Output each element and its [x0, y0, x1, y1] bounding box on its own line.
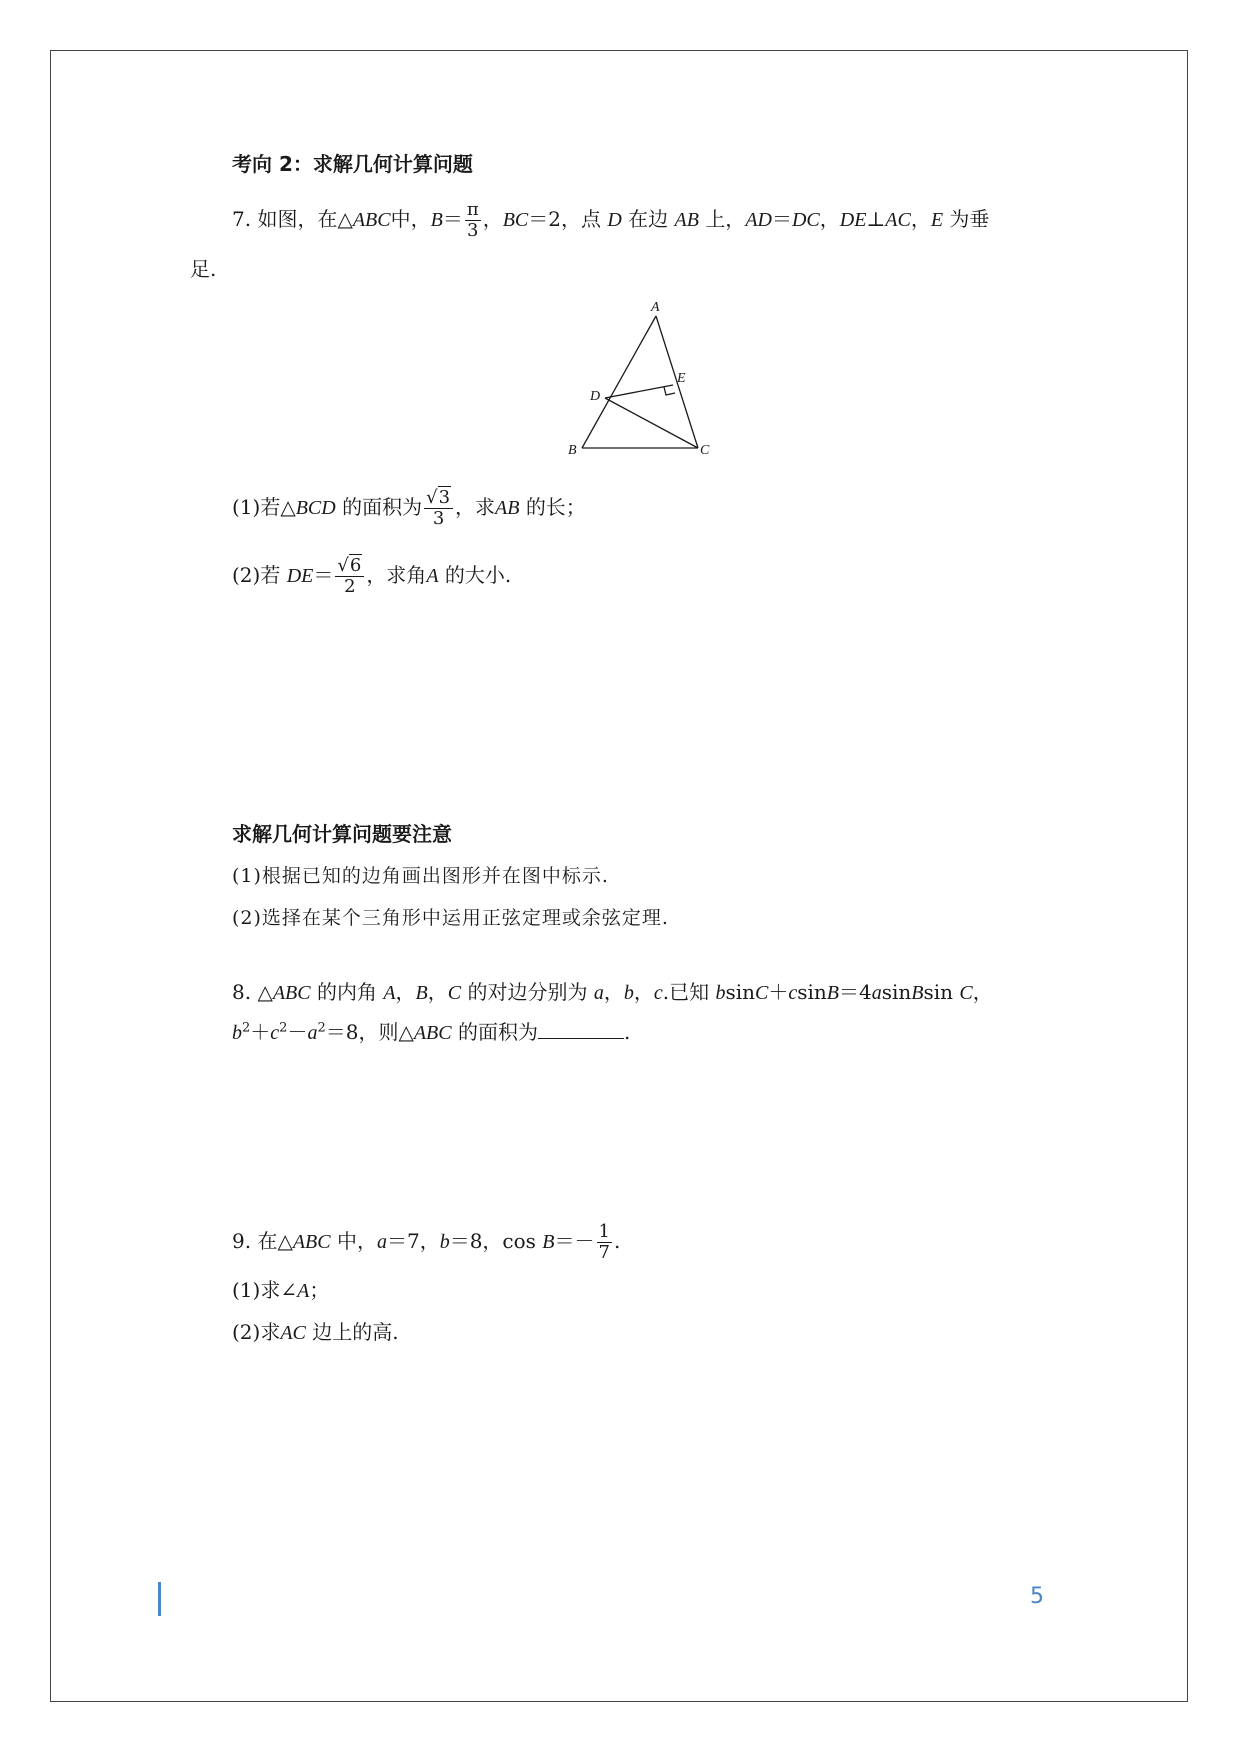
label-B: B [568, 443, 577, 458]
fraction-sqrt3-over-3: $\frac{√3}{3}$ [424, 488, 453, 529]
page-number: 5 [1030, 1584, 1044, 1609]
right-angle-mark [664, 387, 675, 395]
q7-part1: (1)若△BCD 的面积为 $\frac{√3}{3}$ ，求AB 的长； [232, 487, 586, 529]
answer-blank[interactable] [538, 1018, 624, 1039]
q7-part2: (2)若 DE＝ $\frac{√6}{2}$ ，求角A 的大小. [232, 555, 512, 597]
q8-line1: 8. △ABC 的内角 A，B，C 的对边分别为 a，b，c.已知 bsinC＋csinB＝4asinBsin C， [232, 980, 993, 1004]
note-title: 求解几何计算问题要注意 [232, 822, 452, 846]
fraction-1-over-7: $\frac{1}{7}$ [598, 1221, 610, 1263]
section-heading: 考向 2：求解几何计算问题 [232, 152, 473, 176]
q9-part2: (2)求AC 边上的高. [232, 1320, 399, 1344]
note-item-2: (2)选择在某个三角形中运用正弦定理或余弦定理. [232, 907, 669, 929]
q9-part1: (1)求∠A； [232, 1278, 330, 1302]
side-AB [582, 316, 656, 448]
fraction-pi-over-3: $\frac{\pi}{3}$ [466, 199, 479, 241]
q7-line2: 足. [190, 257, 217, 281]
triangle-figure [560, 296, 720, 460]
label-C: C [700, 443, 710, 458]
label-D: D [590, 389, 601, 404]
segment-DE [605, 385, 673, 398]
label-A: A [651, 300, 660, 315]
label-E: E [677, 371, 686, 386]
note-item-1: (1)根据已知的边角画出图形并在图中标示. [232, 865, 609, 887]
footer-accent-bar [158, 1582, 161, 1616]
fraction-sqrt6-over-2: $\frac{√6}{2}$ [335, 556, 364, 597]
q8-line2: $b^2+c^2-a^2=8$，则△ABC 的面积为 . [232, 1020, 631, 1044]
q7-line1: 7. 如图，在△ABC中，B＝ $\frac{\pi}{3}$ ，BC＝2，点 D 在边 AB 上，AD＝DC，DE⊥AC，E 为垂 [232, 199, 990, 241]
q9-line1: 9. 在△ABC 中，a＝7，b＝8，cos B＝－ $\frac{1}{7}$ . [232, 1221, 621, 1263]
